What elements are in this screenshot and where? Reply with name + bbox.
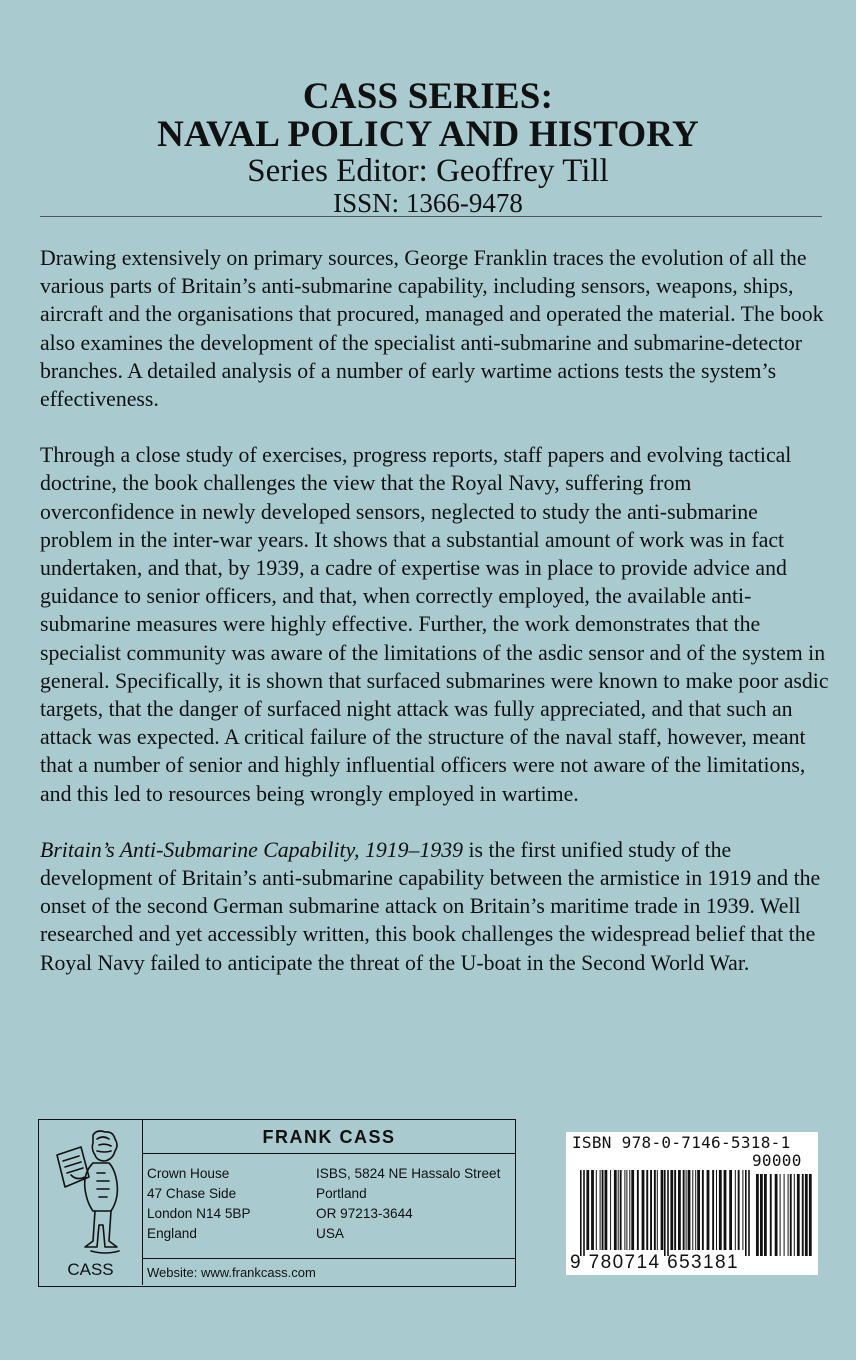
blurb-paragraph-3-text: is the first unified study of the development of Britain’s anti-submarine capability between the armistice in 1919 and the onset of the second German submarine attack on Britain’s maritime trade in 1939. Well researched and yet accessibly written, this book challenges the widespread belief that the Royal Navy failed to anticipate the threat of the U-boat in the Second World War. bbox=[40, 837, 821, 975]
barcode-bar bbox=[702, 1170, 704, 1250]
barcode-bar bbox=[692, 1170, 693, 1250]
barcode-bar bbox=[674, 1170, 676, 1250]
barcode-bar bbox=[610, 1170, 611, 1250]
barcode-addon-bar bbox=[790, 1174, 792, 1256]
barcode bbox=[566, 1132, 818, 1275]
barcode-bar bbox=[735, 1170, 736, 1250]
barcode-bar bbox=[654, 1170, 656, 1250]
address-line: USA bbox=[316, 1226, 344, 1241]
logo-text: CASS bbox=[67, 1260, 114, 1279]
barcode-bar bbox=[695, 1170, 696, 1250]
barcode-bar bbox=[724, 1170, 727, 1250]
barcode-bar bbox=[738, 1170, 740, 1250]
barcode-addon-bar bbox=[805, 1174, 808, 1256]
barcode-bar bbox=[716, 1170, 717, 1250]
barcode-bar bbox=[646, 1170, 648, 1250]
book-title-italic: Britain’s Anti-Submarine Capability, 1919–1939 bbox=[40, 837, 464, 862]
header-divider bbox=[40, 216, 822, 217]
barcode-addon-bar bbox=[780, 1174, 781, 1256]
barcode-addon-bar bbox=[802, 1174, 804, 1256]
barcode-addon-bar bbox=[797, 1174, 800, 1256]
address-line: ISBS, 5824 NE Hassalo Street bbox=[316, 1166, 501, 1181]
barcode-bar bbox=[683, 1170, 685, 1250]
publisher-box bbox=[38, 1119, 516, 1287]
barcode-guard-bar bbox=[583, 1170, 585, 1256]
series-issn: ISSN: 1366-9478 bbox=[333, 188, 523, 218]
price-code: 90000 bbox=[752, 1151, 802, 1170]
barcode-addon-bar bbox=[770, 1174, 772, 1256]
barcode-bar bbox=[618, 1170, 619, 1250]
series-editor: Series Editor: Geoffrey Till bbox=[247, 153, 609, 189]
address-line: England bbox=[147, 1226, 197, 1241]
isbn-label: ISBN 978-0-7146-5318-1 bbox=[572, 1133, 791, 1152]
barcode-bar bbox=[631, 1170, 634, 1250]
address-line: Portland bbox=[316, 1186, 367, 1201]
address-line: OR 97213-3644 bbox=[316, 1206, 413, 1221]
barcode-addon-bar bbox=[764, 1174, 767, 1256]
barcode-bar bbox=[707, 1170, 710, 1250]
barcode-bar bbox=[719, 1170, 722, 1250]
barcode-guard-bar bbox=[745, 1170, 747, 1256]
address-uk bbox=[147, 1164, 251, 1244]
publisher-logo bbox=[39, 1120, 143, 1285]
barcode-addon-bar bbox=[809, 1174, 812, 1256]
barcode-bar bbox=[678, 1170, 681, 1250]
barcode-bar bbox=[657, 1170, 658, 1250]
barcode-bar bbox=[642, 1170, 645, 1250]
barcode-bar bbox=[670, 1170, 673, 1250]
barcode-addon-bar bbox=[784, 1174, 785, 1256]
barcode-bar bbox=[591, 1170, 594, 1250]
barcode-bar bbox=[624, 1170, 625, 1250]
barcode-addon-bar bbox=[756, 1174, 759, 1256]
barcode-bar bbox=[661, 1170, 664, 1250]
address-line: Crown House bbox=[147, 1166, 230, 1181]
barcode-bar bbox=[650, 1170, 652, 1250]
blurb-paragraph-1: Drawing extensively on primary sources, George Franklin traces the evolution of all the various parts of Britain’s anti-submarine capability, including sensors, weapons, ships, aircraft and the organisations that procured, managed and operated the material. The book also examines the development of the specialist anti-submarine and submarine-detector branches. A detailed analysis of a number of early wartime actions tests the system’s effectiveness. bbox=[40, 246, 824, 412]
barcode-bar bbox=[712, 1170, 714, 1250]
barcode-addon-bar bbox=[760, 1174, 763, 1256]
blurb-paragraph-2: Through a close study of exercises, progress reports, staff papers and evolving tactical doctrine, the book challenges the view that the Royal Navy, suffering from overconfidence in newly developed sensors, neglected to study the anti-submarine problem in the inter-war years. It shows that a substantial amount of work was in fact undertaken, and that, by 1939, a cadre of expertise was in place to provide advice and guidance to senior officers, and that, when correctly employed, the available anti-submarine measures were highly effective. Further, the work demonstrates that the specialist community was aware of the limitations of the asdic sensor and of the system in general. Specifically, it is shown that surfaced submarines were known to make poor asdic targets, that the danger of surfaced night attack was fully appreciated, and that such an attack was expected. A critical failure of the structure of the naval staff, however, meant that a number of senior and highly influential officers were not aware of the limitations, and this led to resources being wrongly employed in wartime. bbox=[40, 443, 829, 806]
publisher-website: Website: www.frankcass.com bbox=[143, 1258, 515, 1286]
barcode-addon-bar bbox=[775, 1174, 778, 1256]
barcode-guard-bar bbox=[667, 1170, 669, 1256]
series-title-line1: CASS SERIES: bbox=[302, 76, 554, 117]
barcode-bar bbox=[605, 1170, 608, 1250]
barcode-bar bbox=[697, 1170, 700, 1250]
barcode-bar bbox=[688, 1170, 691, 1250]
address-usa bbox=[316, 1164, 500, 1244]
barcode-guard-bar bbox=[664, 1170, 666, 1256]
blurb-paragraph-3 bbox=[40, 836, 830, 977]
reading-figure-icon bbox=[53, 1129, 129, 1261]
publisher-name: FRANK CASS bbox=[143, 1120, 515, 1154]
barcode-bar bbox=[586, 1170, 589, 1250]
barcode-bar bbox=[729, 1170, 732, 1250]
barcode-bar bbox=[614, 1170, 617, 1250]
series-header bbox=[0, 78, 856, 218]
barcode-bar bbox=[637, 1170, 639, 1250]
barcode-bar bbox=[686, 1170, 687, 1250]
barcode-bar bbox=[629, 1170, 630, 1250]
address-line: London N14 5BP bbox=[147, 1206, 251, 1221]
barcode-addon-bar bbox=[794, 1174, 795, 1256]
isbn-digits: 9 780714 653181 bbox=[570, 1252, 739, 1273]
barcode-bar bbox=[626, 1170, 627, 1250]
series-title-line2: NAVAL POLICY AND HISTORY bbox=[157, 114, 699, 155]
barcode-bar bbox=[620, 1170, 622, 1250]
address-line: 47 Chase Side bbox=[147, 1186, 237, 1201]
barcode-bar bbox=[596, 1170, 597, 1250]
barcode-guard-bar bbox=[580, 1170, 582, 1256]
barcode-addon-bar bbox=[788, 1174, 789, 1256]
barcode-bar bbox=[742, 1170, 743, 1250]
barcode-bar bbox=[602, 1170, 604, 1250]
barcode-bar bbox=[600, 1170, 601, 1250]
book-blurb bbox=[40, 244, 830, 977]
barcode-guard-bar bbox=[748, 1170, 750, 1256]
